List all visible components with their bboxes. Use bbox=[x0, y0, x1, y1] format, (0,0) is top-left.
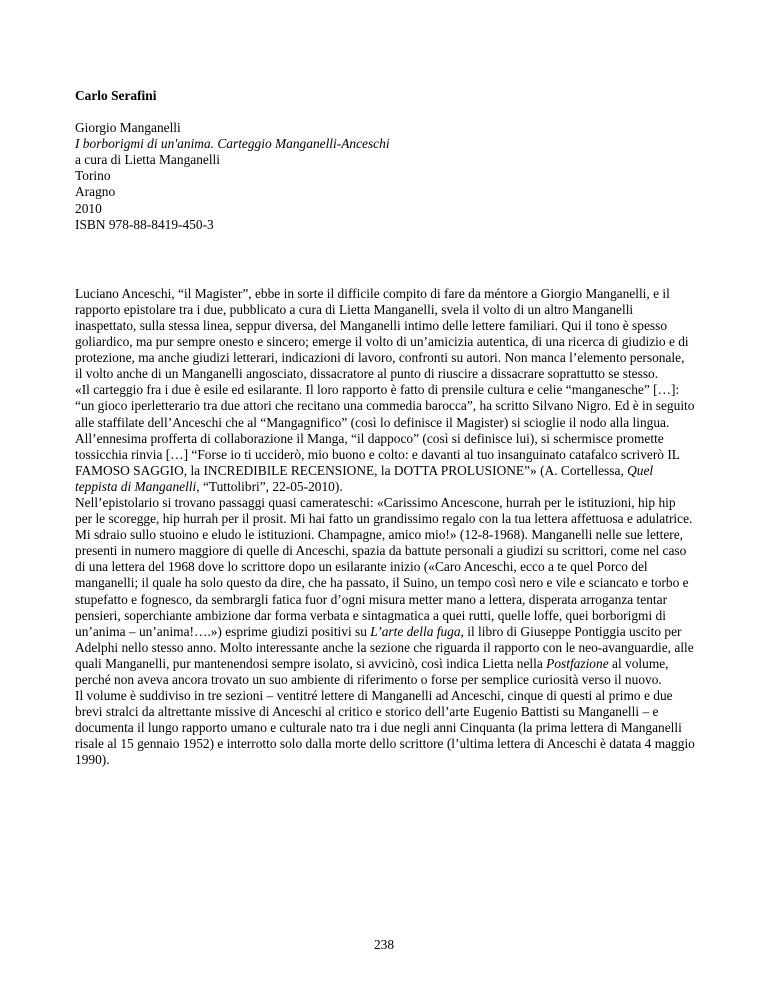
paragraph-2-text-a: «Il carteggio fra i due è esile ed esilarante. Il loro rapporto è fatto di prensile cultura e celie “manganesche” […]: “un gioco iperletterario tra due attori che recitano una commedia barocca”, ha scritto Silvano Nigro. Ed è in seguito alle staffilate dell’Anceschi che al “Mangagnifico” (così lo definisce il Magister) si scioglie il nodo alla lingua. All’ennesima profferta di collaborazione il Manga, “il dappoco” (così si definisce lui), si schermisce promette tossicchia rinvia […] “Forse io ti ucciderò, mio buono e colto: e davanti al tuo insanguinato catafalco scriverò IL FAMOSO SAGGIO, la INCREDIBILE RECENSIONE, la DOTTA PROLUSIONE”» (A. Cortellessa, bbox=[75, 382, 695, 478]
book-isbn: ISBN 978-88-8419-450-3 bbox=[75, 216, 214, 232]
section-spacer bbox=[75, 233, 695, 286]
paragraph-3 bbox=[75, 495, 695, 688]
paragraph-2 bbox=[75, 382, 695, 495]
book-year: 2010 bbox=[75, 200, 102, 216]
paragraph-2-citation-title: Quel teppista di Manganelli bbox=[75, 462, 654, 494]
page-number: 238 bbox=[373, 937, 395, 952]
paragraph-3-text-c: al volume, perché non aveva ancora trovato un suo ambiente di riferimento o forse per semplice curiosità verso il nuovo. bbox=[75, 655, 669, 687]
book-author: Giorgio Manganelli bbox=[75, 120, 181, 136]
document-page bbox=[75, 88, 695, 769]
book-editor: a cura di Lietta Manganelli bbox=[75, 152, 221, 168]
book-city: Torino bbox=[75, 168, 111, 184]
paragraph-1: Luciano Anceschi, “il Magister”, ebbe in sorte il difficile compito di fare da méntore a Giorgio Manganelli, e il rapporto epistolare tra i due, pubblicato a cura di Lietta Manganelli, svela il volto di un altro Manganelli inaspettato, sulla stessa linea, seppur diversa, del Manganelli intimo delle lettere familiari. Qui il tono è spesso goliardico, ma pur sempre onesto e sincero; emerge il volto di un’amicizia autentica, di una ricerca di giudizio e di protezione, ma anche giudizi letterari, indicazioni di lavoro, confronti su autori. Non manca l’elemento personale, il volto anche di un Manganelli angosciato, dissacratore al punto di riuscire a dissacrare soprattutto se stesso. bbox=[75, 285, 689, 382]
book-title bbox=[75, 136, 695, 152]
paragraph-3-postfazione: Postfazione bbox=[546, 655, 609, 671]
paragraph-2-text-b: , “Tuttolibri”, 22-05-2010). bbox=[196, 478, 343, 494]
book-title-text: I borborigmi di un'anima. Carteggio Manganelli-Anceschi bbox=[75, 136, 390, 152]
book-publisher: Aragno bbox=[75, 184, 116, 200]
paragraph-3-text-a: Nell’epistolario si trovano passaggi quasi camerateschi: «Carissimo Ancescone, hurrah per le istituzioni, hip hip per le scoregge, hip hurrah per il prosit. Mi hai fatto un grandissimo regalo con la tua lettera affettuosa e adulatrice. Mi sdraio sullo stuoino e eludo le istituzioni. Champagne, amico mio!» (12-8-1968). Manganelli nelle sue lettere, presenti in numero maggiore di quelle di Anceschi, spazia da battute personali a giudizi su scrittori, come nel caso di una lettera del 1968 dove lo scrittore dopo un esilarante inizio («Caro Anceschi, ecco a te quel Porco del manganelli; il quale ha solo questo da dire, che ha passato, il Suino, un tempo così nero e vile e sciancato e torbo e stupefatto e fognesco, da sembrargli fatica fuor d’ogni misura metter mano a lettera, disperata arroganza tentar pensieri, soperchiante ambizione dar forma verbata e sintagmatica a quei rutti, quelle loffe, quei borborigmi di un’anima – un’anima!….») esprime giudizi positivi su bbox=[75, 494, 693, 639]
book-metadata bbox=[75, 120, 695, 233]
paragraph-4: Il volume è suddiviso in tre sezioni – ventitré lettere di Manganelli ad Anceschi, cinque di questi al primo e due brevi stralci da altrettante missive di Anceschi al critico e storico dell’arte Eugenio Battisti su Manganelli – e documenta il lungo rapporto umano e culturale nato tra i due negli anni Cinquanta (la prima lettera di Manganelli risale al 15 gennaio 1952) e interrotto solo dalla morte dello scrittore (l’ultima lettera di Anceschi è datata 4 maggio 1990). bbox=[75, 688, 695, 768]
paragraph-3-book-title: L’arte della fuga bbox=[370, 623, 461, 639]
paragraph-3-text-b: , il libro di Giuseppe Pontiggia uscito per Adelphi nello stesso anno. Molto interessante anche la sezione che riguarda il rapporto con le neo-avanguardie, alle quali Manganelli, pur mantenendosi sempre isolato, si avvicinò, così indica Lietta nella bbox=[75, 623, 694, 671]
review-body bbox=[75, 286, 695, 769]
review-author: Carlo Serafini bbox=[75, 88, 157, 103]
